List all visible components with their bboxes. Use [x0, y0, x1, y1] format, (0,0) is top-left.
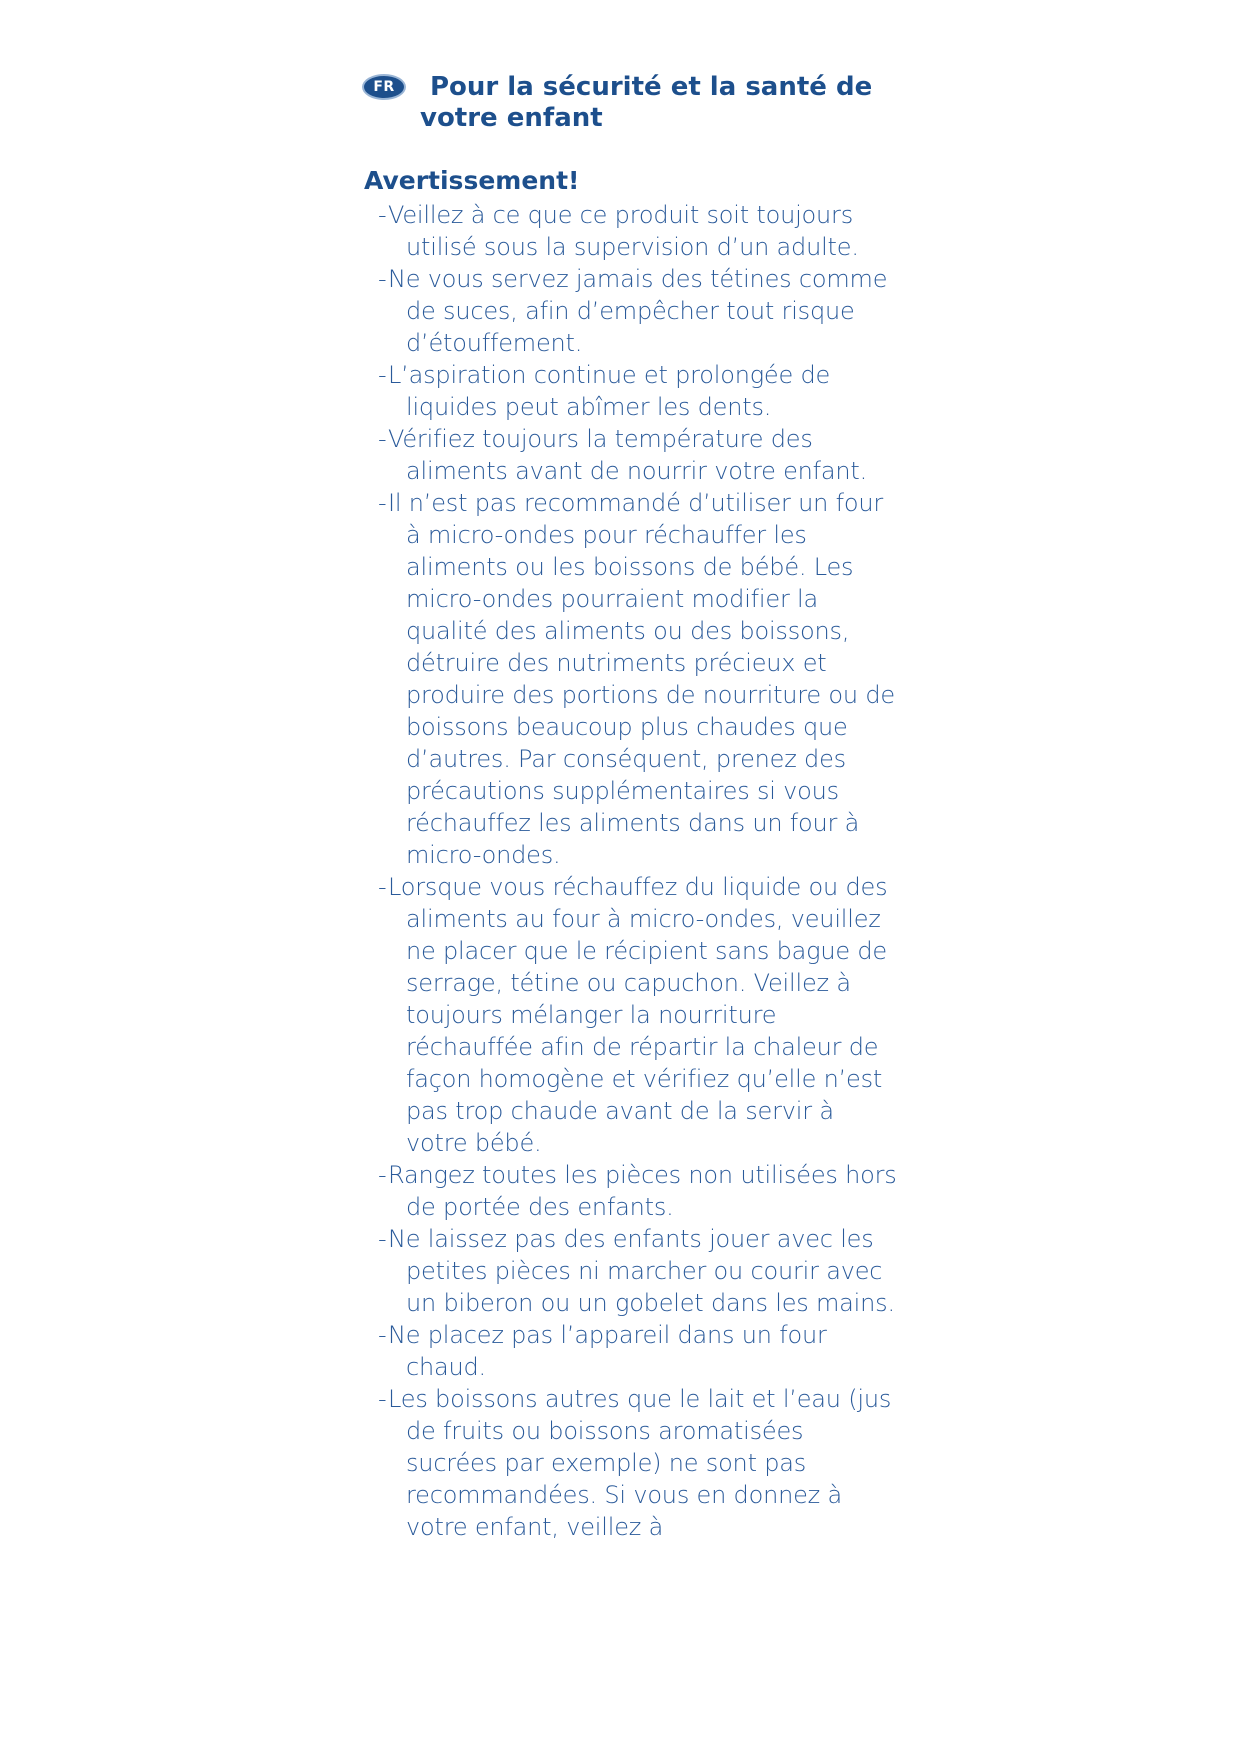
warning-item: -Lorsque vous réchauffez du liquide ou des aliments au four à micro-ondes, veuillez ne placer que le récipient sans bague de serrage, tétine ou capuchon. Veillez à toujours mélanger la nourriture réchauffée afin de répartir la chaleur de façon homogène et vérifiez qu’elle n’est pas trop chaude avant de la servir à votre bébé. — [378, 873, 888, 1157]
header — [362, 70, 902, 150]
warning-item: -Il n’est pas recommandé d’utiliser un four à micro-ondes pour réchauffer les aliments ou les boissons de bébé. Les micro-ondes pourraient modifier la qualité des aliments ou des boissons, détruire des nutriments précieux et produire des portions de nourriture ou de boissons beaucoup plus chaudes que d’autres. Par conséquent, prenez des précautions supplémentaires si vous réchauffez les aliments dans un four à micro-ondes. — [378, 489, 895, 869]
warning-item: -Vérifiez toujours la température des aliments avant de nourrir votre enfant. — [378, 425, 868, 485]
language-badge: FR — [362, 74, 406, 100]
warning-item: -L’aspiration continue et prolongée de liquides peut abîmer les dents. — [378, 361, 831, 421]
section-heading: Avertissement! — [364, 166, 580, 195]
document-page — [362, 70, 902, 1541]
title-line-1: Pour la sécurité et la santé de — [430, 72, 873, 102]
warning-item: -Veillez à ce que ce produit soit toujours utilisé sous la supervision d’un adulte. — [378, 201, 859, 261]
warning-item: -Ne placez pas l’appareil dans un four chaud. — [378, 1321, 827, 1381]
title-line-2: votre enfant — [420, 103, 603, 133]
warning-list — [378, 199, 898, 1543]
page-title — [420, 72, 890, 134]
warning-item: -Les boissons autres que le lait et l’eau (jus de fruits ou boissons aromatisées sucrées par exemple) ne sont pas recommandées. Si vous en donnez à votre enfant, veillez à — [378, 1385, 892, 1541]
warning-item: -Ne laissez pas des enfants jouer avec les petites pièces ni marcher ou courir avec un biberon ou un gobelet dans les mains. — [378, 1225, 895, 1317]
warning-item: -Rangez toutes les pièces non utilisées hors de portée des enfants. — [378, 1161, 897, 1221]
warning-item: -Ne vous servez jamais des tétines comme de suces, afin d’empêcher tout risque d’étouffement. — [378, 265, 888, 357]
